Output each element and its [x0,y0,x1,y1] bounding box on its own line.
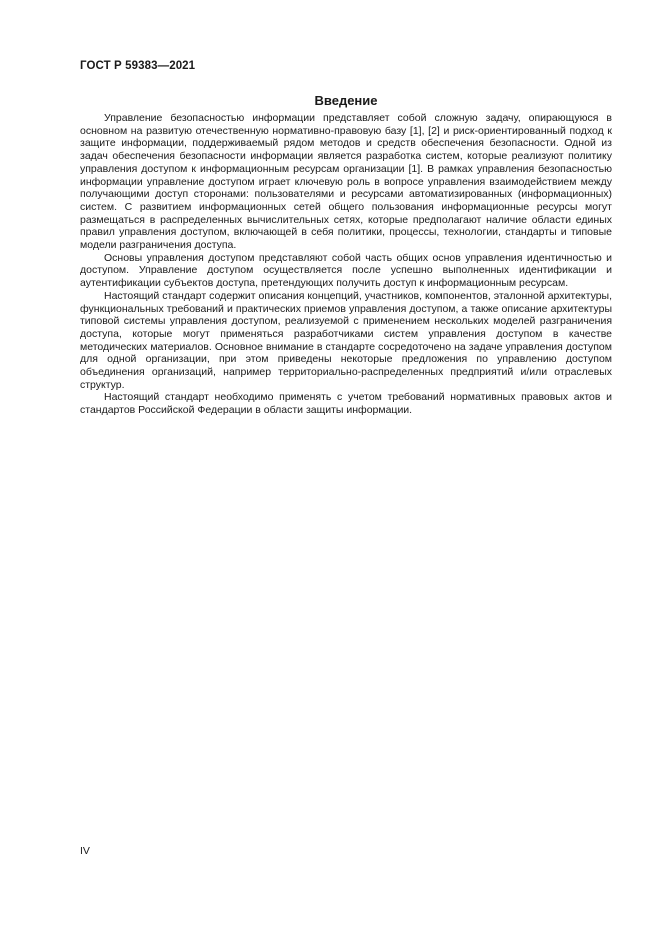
paragraph-3: Настоящий стандарт содержит описания концепций, участников, компонентов, эталонной архитектуры, функциональных требований и практических приемов управления доступом, а также описание архитектуры типовой системы управления доступом, реализуемой с применением нескольких моделей разграничения доступа, которые могут применяться разработчиками систем управления доступом в качестве методических материалов. Основное внимание в стандарте сосредоточено на задаче управления доступом для одной организации, при этом приведены некоторые предложения по управлению доступом объединения организаций, например территориально-распределенных предприятий и/или отраслевых структур. [80,289,612,391]
paragraph-1: Управление безопасностью информации представляет собой сложную задачу, опирающуюся в основном на развитую отечественную нормативно-правовую базу [1], [2] и риск-ориентированный подход к защите информации, поддерживаемый рядом методов и средств обеспечения безопасности. Одной из задач обеспечения безопасности информации является разработка систем, которые реализуют политику управления доступом к информационным ресурсам организации [1]. В рамках управления безопасностью информации управление доступом играет ключевую роль в вопросе управления взаимодействием между получающими доступ сторонами: пользователями и ресурсами автоматизированных (информационных) систем. С развитием информационных сетей общего пользования информационные ресурсы могут размещаться в распределенных вычислительных сетях, которые предполагают наличие области единых правил управления доступом, включающей в себя политики, процессы, технологии, стандарты и типовые модели разграничения доступа. [80,112,612,252]
paragraph-2: Основы управления доступом представляют собой часть общих основ управления идентичностью и доступом. Управление доступом осуществляется после успешно выполненных идентификации и аутентификации субъектов доступа, претендующих получить доступ к информационным ресурсам. [80,251,612,290]
document-header: ГОСТ Р 59383—2021 [80,60,196,72]
page-number: IV [80,845,90,857]
section-title: Введение [314,93,378,108]
body-text [80,112,612,417]
paragraph-4: Настоящий стандарт необходимо применять с учетом требований нормативных правовых актов и стандартов Российской Федерации в области защиты информации. [80,391,612,417]
